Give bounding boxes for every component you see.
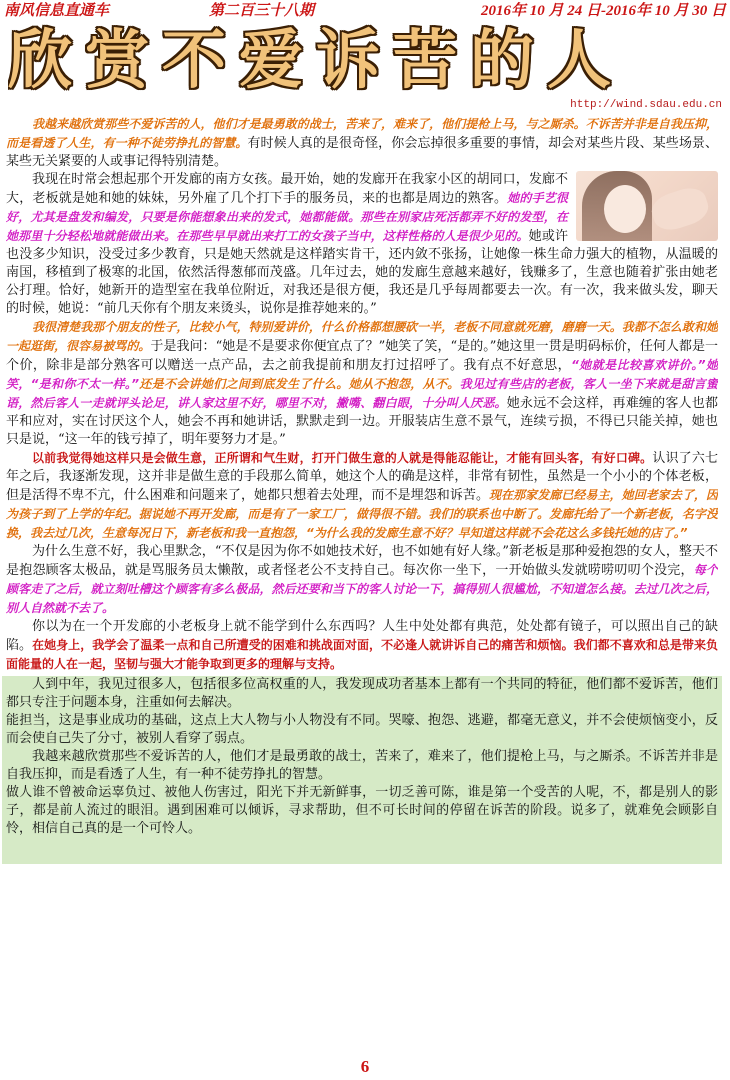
body-text: 她或许也没多少知识，没受过多少教育，只是她天然就是这样踏实肯干，还内敛不张扬，让她像一株生命力强大的植物，从温暖的南国，移植到了极寒的北国，依然活得葱郁而茂盛。几年过去，她的发廊生意越来越好，钱赚多了，生意也随着扩张由她老公打理。恰好，她新开的造型室在我单位附近，对我还是很方便，我还是几乎每周都要去一次。有一次，我来做头发，聊天的时候，她说：“前几天你有个朋友来烫头，说你是推荐她来的。” (6, 229, 718, 316)
article-paragraph (6, 543, 718, 618)
highlighted-text: 我很清楚我那个朋友的性子，比较小气，特别爱讲价，什么价格都想腰砍一半，老板不同意就死磨，磨磨一天。我都不怎么敢和她一起逛街，很容易被骂的。 (6, 320, 718, 353)
highlighted-text: 以前我觉得她这样只是会做生意，正所谓和气生财，打开门做生意的人就是得能忍能让，才能有回头客，有好口碑。 (32, 451, 653, 465)
issue-date-range: 2016年 10 月 24 日-2016年 10 月 30 日 (481, 3, 726, 19)
source-url[interactable]: http://wind.sdau.edu.cn (570, 99, 722, 111)
summary-paragraph: 做人谁不曾被命运辜负过、被他人伤害过，阳光下并无新鲜事，一切乏善可陈，谁是第一个受苦的人呢，不，都是别人的影子，都是前人流过的眼泪。遇到困难可以倾诉，寻求帮助，但不可长时间的停留在诉苦的阶段。说多了，就难免会顾影自怜，相信自己真的是一个可怜人。 (6, 785, 718, 836)
highlighted-text: 还是不会讲她们之间到底发生了什么。她从不抱怨，从不。 (138, 377, 460, 391)
article-paragraph (6, 318, 718, 449)
highlighted-text: 她的手艺很好，尤其是盘发和编发，只要是你能想象出来的发式，她都能做。那些在别家店死活都弄不好的发型，在她那里十分轻松地就能做出来。在那些早早就出来打工的女孩子当中，这样性格的人是很少见的。 (6, 191, 568, 243)
highlighted-text: 现在那家发廊已经易主，她回老家去了，因为孩子到了上学的年纪。据说她不再开发廊，而是有了一家工厂，做得很不错。我们的联系也中断了。发廊托给了一个新老板，名字没换，我去过几次，生意每况日下，新老板和我一直抱怨，“为什么我的发廊生意不好？早知道这样就不会花这么多钱托她的店了。” (6, 488, 718, 540)
page-number: 6 (360, 1057, 370, 1076)
article-body (6, 115, 718, 864)
highlighted-text: 我越来越欣赏那些不爱诉苦的人，他们才是最勇敢的战士，苦来了，难来了，他们提枪上马，与之厮杀。不诉苦并非是自我压抑，而是看透了人生，有一种不徒劳挣扎的智慧。 (6, 117, 718, 150)
article-paragraph (6, 115, 718, 171)
body-text: 你以为在一个开发廊的小老板身上就不能学到什么东西吗？人生中处处都有典范，处处都有镜子，可以照出自己的缺陷。 (6, 619, 718, 653)
woman-portrait-image (576, 171, 718, 241)
body-text: 有时候人真的是很奇怪，你会忘掉很多重要的事情，却会对某些片段、某些场景、某些无关紧要的人或事记得特别清楚。 (6, 136, 718, 169)
body-text: 她永远不会这样，再难缠的客人也都平和应对，实在讨厌这个人，她会不再和她讲话，默默走到一边。开服装店生意不景气，连续亏损，不得已只能关掉，她也只是说，“这一年的钱亏掉了，明年要努力才是。” (6, 396, 718, 447)
issue-number: 第二百三十八期 (209, 3, 315, 19)
publication-name: 南风信息直通车 (4, 3, 110, 19)
highlighted-summary-box (2, 676, 722, 864)
highlighted-text: 在她身上，我学会了温柔一点和自己所遭受的困难和挑战面对面，不必逢人就讲诉自己的痛苦和烦恼。我们都不喜欢和总是带来负面能量的人在一起，坚韧与强大才能争取到更多的理解与支持。 (6, 638, 718, 671)
summary-paragraph: 人到中年，我见过很多人，包括很多位高权重的人，我发现成功者基本上都有一个共同的特征，他们都不爱诉苦，他们都只专注于问题本身，注重如何去解决。 (6, 677, 718, 710)
article-paragraph (6, 449, 718, 543)
body-text: 为什么生意不好，我心里默念，“不仅是因为你不如她技术好，也不如她有好人缘。”新老板是那种爱抱怨的女人，整天不是抱怨顾客太极品，就是骂服务员太懒散，或者怪老公不支持自己。每次你一坐下，一开始做头发就唠唠叨叨个没完， (6, 544, 718, 578)
summary-paragraph: 我越来越欣赏那些不爱诉苦的人，他们才是最勇敢的战士，苦来了，难来了，他们提枪上马，与之厮杀。不诉苦并非是自我压抑，而是看透了人生，有一种不徒劳挣扎的智慧。 (6, 749, 718, 782)
article-paragraph (6, 171, 718, 318)
highlighted-text: 每个顾客走了之后，就立刻吐槽这个顾客有多么极品，然后还要和当下的客人讨论一下，搞得别人很尴尬，不知道怎么接。去过几次之后，别人自然就不去了。 (6, 563, 718, 615)
body-text: 认识了六七年之后，我逐渐发现，这并非是做生意的手段那么简单，她这个人的确是这样，非常有韧性，虽然是一个小小的个体老板，但是活得不卑不亢，什么困难和问题来了，她都只想着去处理，而不是埋怨和诉苦。 (6, 451, 718, 503)
summary-paragraph: 能担当，这是事业成功的基础，这点上大人物与小人物没有不同。哭嚎、抱怨、逃避，都毫无意义，并不会使烦恼变小，反而会使自己失了分寸，被别人看穿了弱点。 (6, 713, 718, 746)
issue-header (4, 2, 726, 20)
body-text: 于是我问：“她是不是要求你便宜点了？”她笑了笑，“是的。”她这里一贯是明码标价，任何人都是一个价，除非是部分熟客可以赠送一点产品，去之前我提前和朋友打过招呼了。我有点不好意思， (6, 339, 718, 373)
article-paragraph (6, 618, 718, 674)
body-text: 我现在时常会想起那个开发廊的南方女孩。最开始，她的发廊开在我家小区的胡同口，发廊不大，老板就是她和她的妹妹，另外雇了几个打下手的服务员，来的也都是周边的熟客。 (6, 172, 568, 206)
highlighted-text: 我见过有些店的老板，客人一坐下来就是甜言蜜语，然后客人一走就评头论足，讲人家这里不好，哪里不对，撇嘴、翻白眼，十分叫人厌恶。 (6, 377, 718, 410)
highlighted-text: “她就是比较喜欢讲价。”她笑，“是和你不太一样。” (6, 358, 718, 391)
article-title: 欣赏不爱诉苦的人 (8, 24, 624, 98)
